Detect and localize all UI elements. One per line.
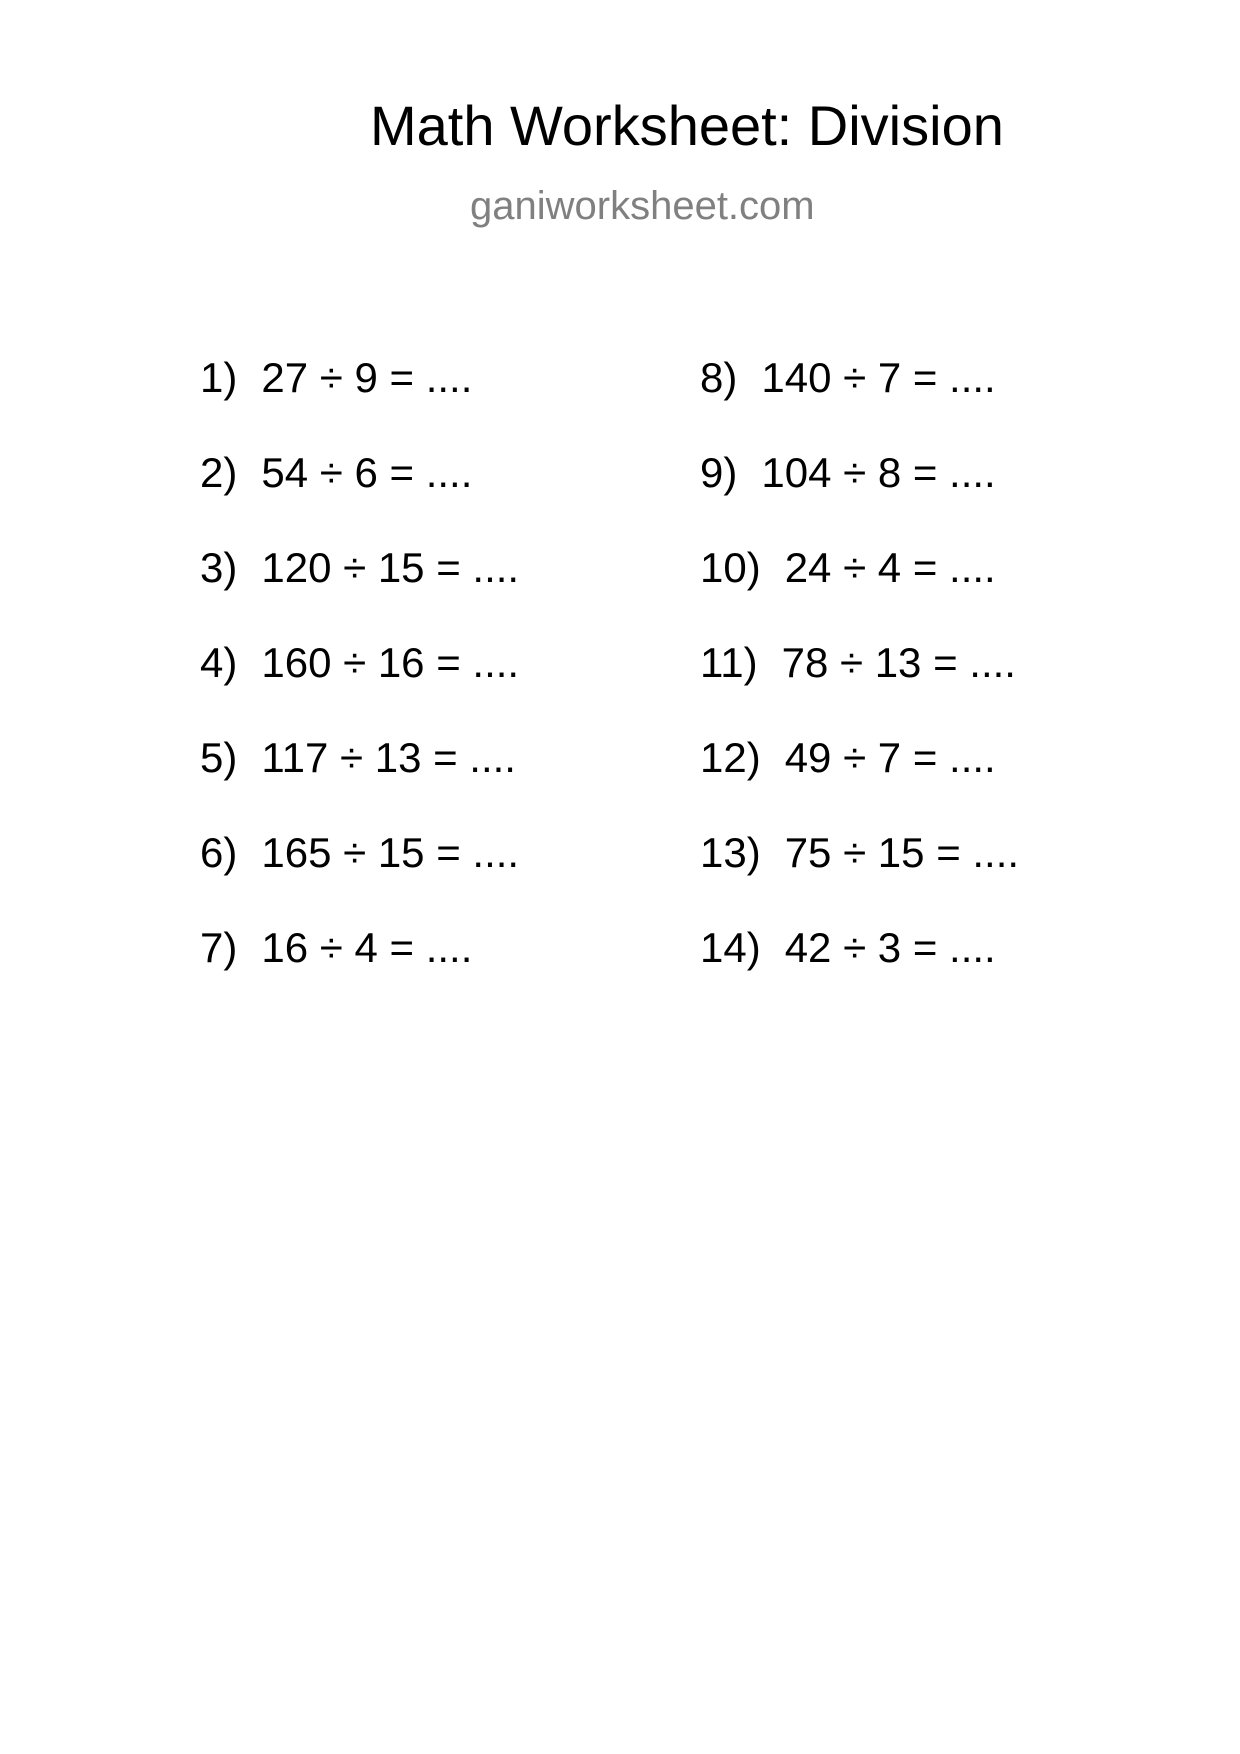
problem-expression: 49 ÷ 7 = .... bbox=[784, 734, 996, 781]
problem-number: 9) bbox=[700, 449, 738, 496]
problem-expression: 117 ÷ 13 = .... bbox=[261, 734, 516, 781]
problem-expression: 27 ÷ 9 = .... bbox=[261, 354, 473, 401]
problem-number: 4) bbox=[200, 639, 238, 686]
problem-item bbox=[200, 544, 520, 642]
problem-number: 10) bbox=[700, 544, 761, 591]
problem-number: 3) bbox=[200, 544, 238, 591]
problem-item bbox=[700, 829, 1020, 927]
problem-item bbox=[200, 829, 520, 927]
problem-item bbox=[700, 924, 1019, 1022]
problem-item bbox=[700, 449, 1019, 547]
problem-number: 7) bbox=[200, 924, 238, 971]
problem-item bbox=[700, 544, 1019, 642]
problem-item bbox=[200, 449, 519, 547]
problem-item bbox=[200, 924, 519, 1022]
problem-number: 2) bbox=[200, 449, 238, 496]
problem-expression: 160 ÷ 16 = .... bbox=[261, 639, 520, 686]
problem-number: 1) bbox=[200, 354, 238, 401]
problem-expression: 16 ÷ 4 = .... bbox=[261, 924, 473, 971]
problem-number: 8) bbox=[700, 354, 738, 401]
problem-expression: 42 ÷ 3 = .... bbox=[784, 924, 996, 971]
problem-number: 12) bbox=[700, 734, 761, 781]
problem-expression: 54 ÷ 6 = .... bbox=[261, 449, 473, 496]
problem-expression: 75 ÷ 15 = .... bbox=[784, 829, 1020, 876]
problem-expression: 78 ÷ 13 = .... bbox=[781, 639, 1016, 686]
problem-item bbox=[700, 734, 1019, 832]
problem-item bbox=[700, 354, 1019, 452]
problem-item bbox=[200, 354, 519, 452]
problem-item bbox=[700, 639, 1019, 737]
problem-number: 11) bbox=[700, 639, 758, 686]
problem-column-left bbox=[200, 354, 520, 1022]
problem-expression: 140 ÷ 7 = .... bbox=[761, 354, 996, 401]
problem-expression: 120 ÷ 15 = .... bbox=[261, 544, 520, 591]
problem-item bbox=[200, 734, 519, 832]
source-url: ganiworksheet.com bbox=[470, 184, 815, 228]
problem-expression: 104 ÷ 8 = .... bbox=[761, 449, 996, 496]
problem-number: 13) bbox=[700, 829, 761, 876]
problem-number: 6) bbox=[200, 829, 238, 876]
page-title: Math Worksheet: Division bbox=[370, 94, 1004, 157]
problem-column-right bbox=[700, 354, 1020, 1022]
problem-expression: 165 ÷ 15 = .... bbox=[261, 829, 520, 876]
problem-number: 5) bbox=[200, 734, 238, 781]
problem-expression: 24 ÷ 4 = .... bbox=[784, 544, 996, 591]
problem-item bbox=[200, 639, 520, 737]
problem-number: 14) bbox=[700, 924, 761, 971]
